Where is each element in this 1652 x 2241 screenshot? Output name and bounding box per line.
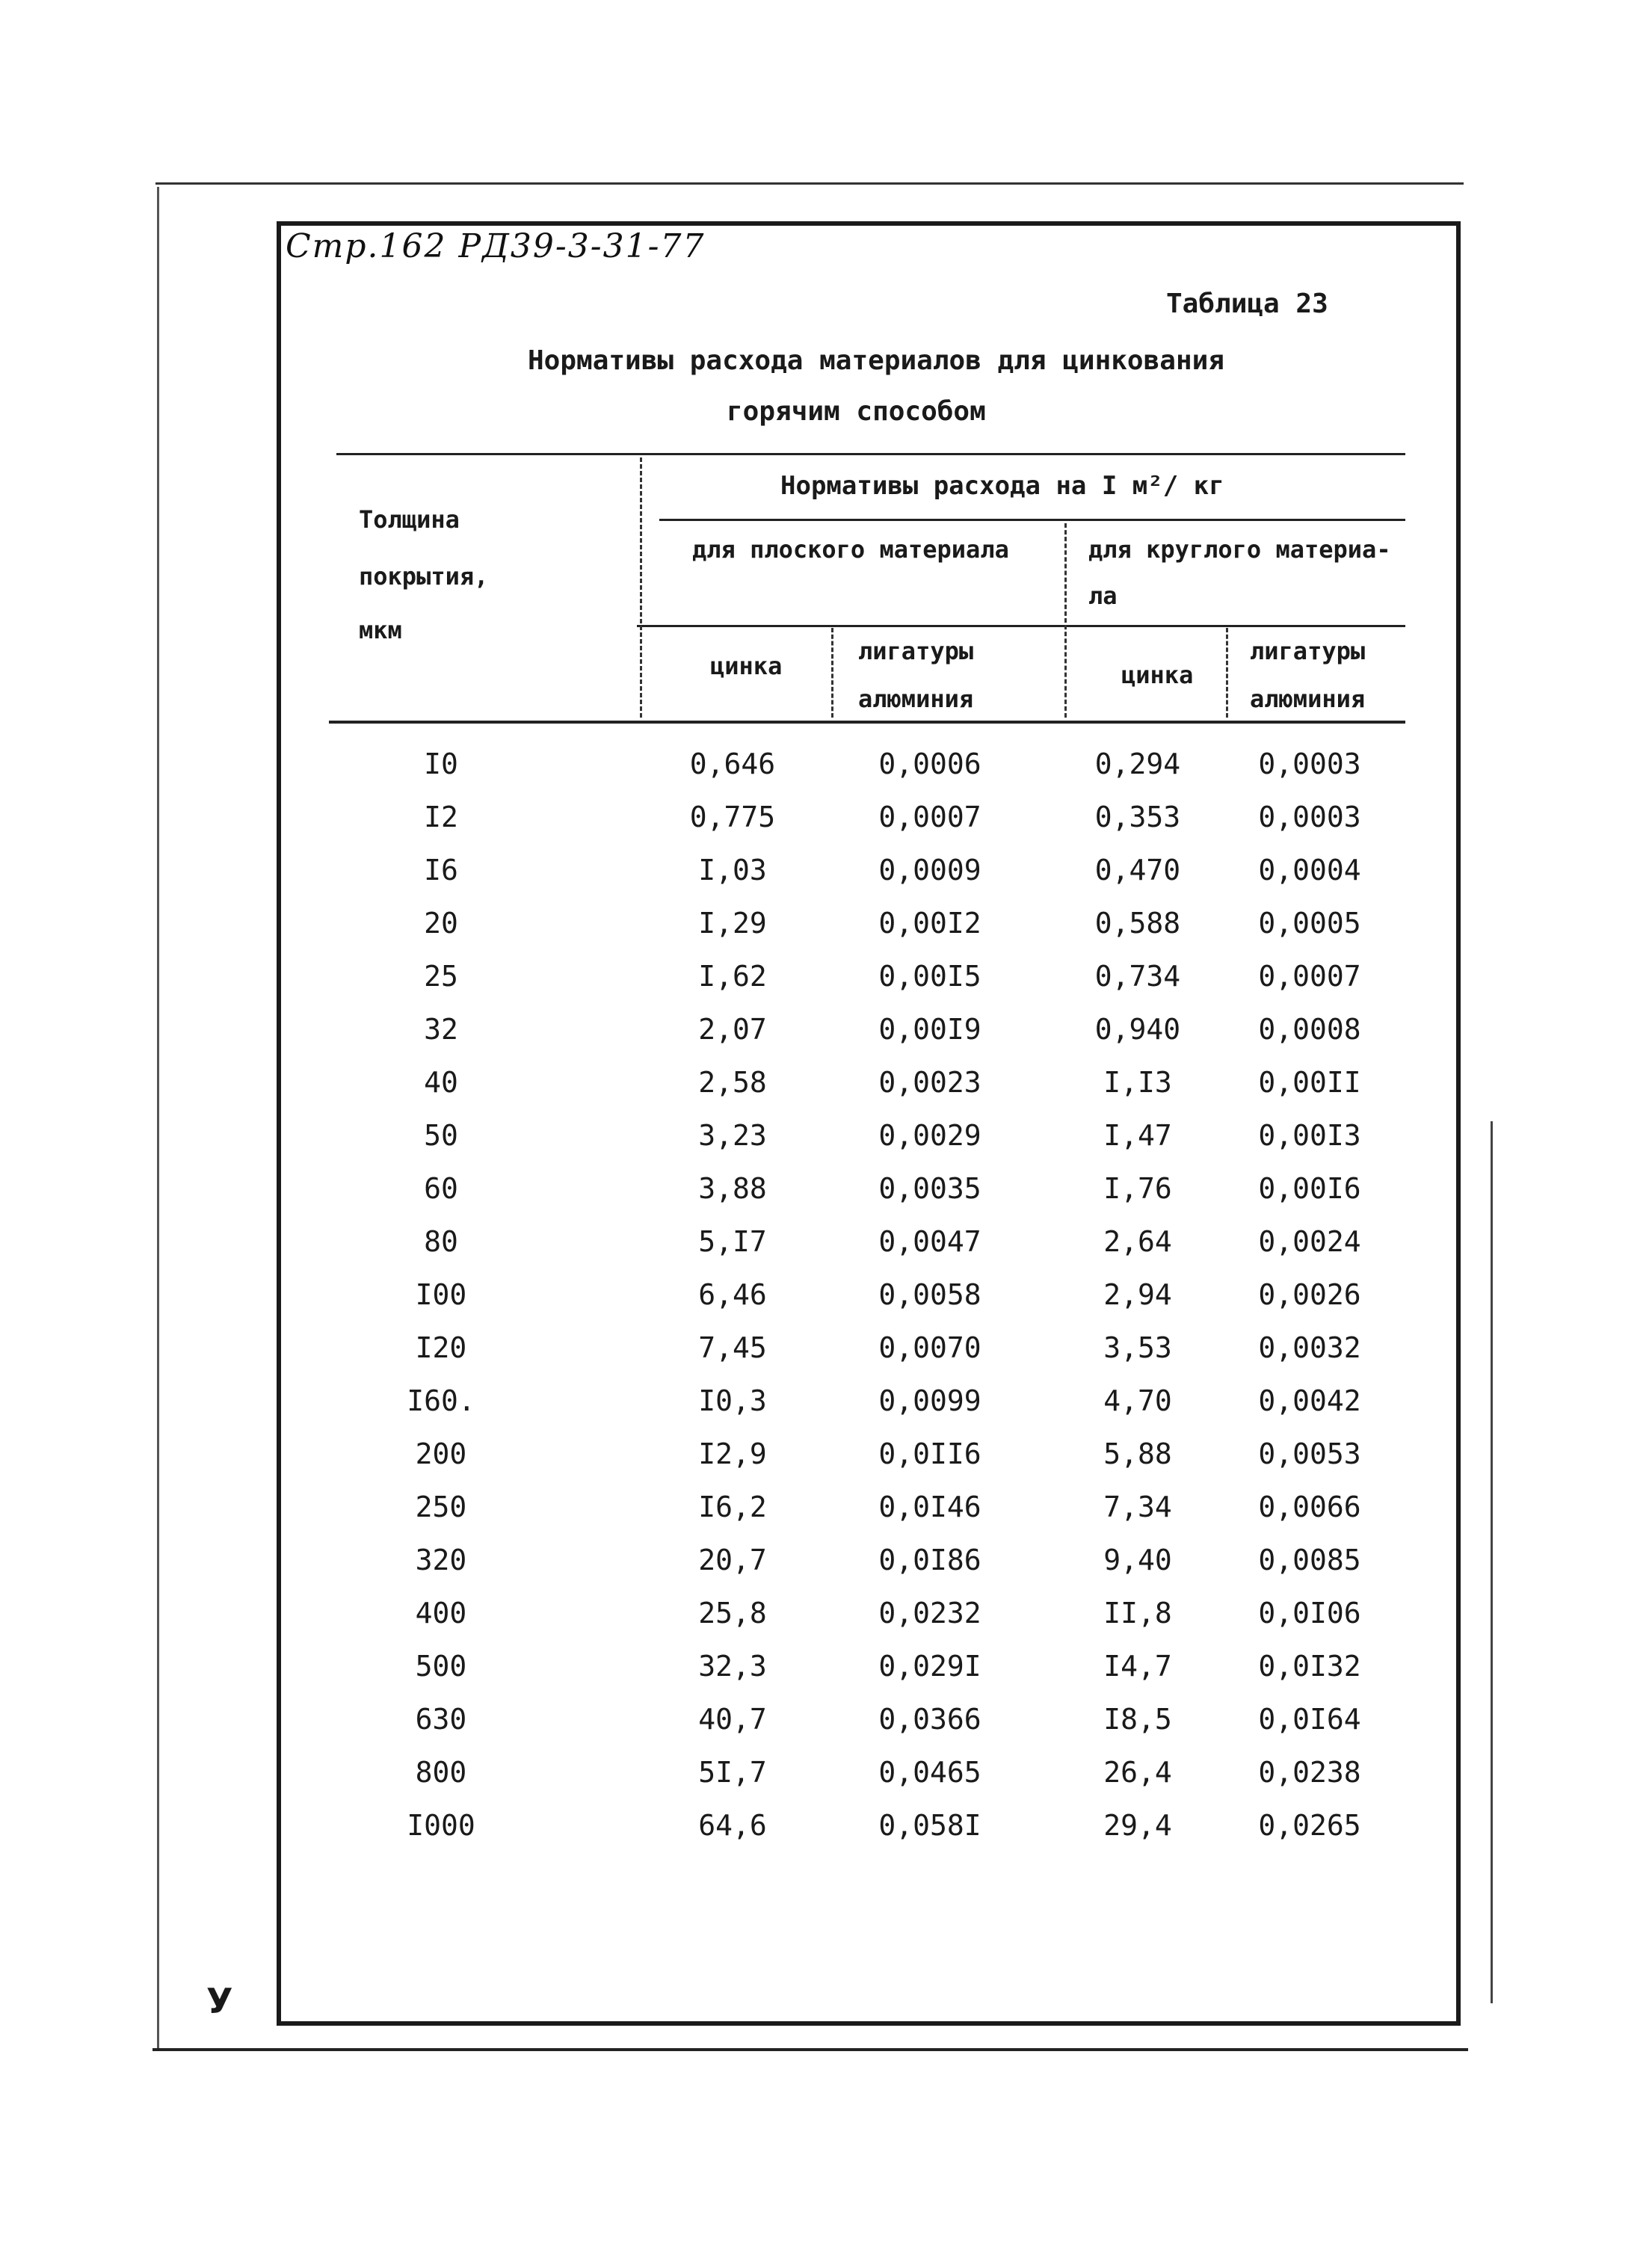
round-zinc-cell: I,76 (1103, 1172, 1172, 1205)
header-round-material-line2: ла (1088, 582, 1118, 610)
round-ligature-cell: 0,0024 (1258, 1225, 1361, 1258)
flat-ligature-cell: 0,0047 (878, 1225, 981, 1258)
round-ligature-cell: 0,0032 (1258, 1331, 1361, 1364)
table-number: Таблица 23 (1166, 289, 1328, 319)
round-zinc-cell: 29,4 (1103, 1809, 1172, 1842)
subgroup-underline-rule (637, 625, 1405, 627)
thickness-cell: 800 (415, 1756, 467, 1789)
flat-zinc-cell: I0,3 (698, 1384, 767, 1417)
flat-zinc-cell: 20,7 (698, 1544, 767, 1576)
flat-zinc-cell: I6,2 (698, 1491, 767, 1523)
round-zinc-cell: II,8 (1103, 1597, 1172, 1630)
flat-zinc-cell: 5I,7 (698, 1756, 767, 1789)
flat-ligature-cell: 0,0465 (878, 1756, 981, 1789)
round-ligature-cell: 0,0003 (1258, 801, 1361, 833)
flat-ligature-cell: 0,0058 (878, 1278, 981, 1311)
table-row (0, 1013, 1652, 1065)
header-divider-round-zinc-ligature (1226, 628, 1228, 718)
round-ligature-cell: 0,0238 (1258, 1756, 1361, 1789)
header-divider-flat-round (1064, 523, 1067, 718)
thickness-cell: 200 (415, 1437, 467, 1470)
flat-ligature-cell: 0,0I46 (878, 1491, 981, 1523)
flat-ligature-cell: 0,0070 (878, 1331, 981, 1364)
round-zinc-cell: 2,64 (1103, 1225, 1172, 1258)
table-row (0, 1331, 1652, 1384)
table-title-line2: горячим способом (727, 396, 986, 427)
outer-frame-top-line (155, 182, 1464, 185)
flat-ligature-cell: 0,00I9 (878, 1013, 981, 1046)
table-title-line1: Нормативы расхода материалов для цинкования (528, 345, 1224, 376)
thickness-cell: 20 (424, 907, 458, 940)
table-row (0, 1119, 1652, 1171)
round-zinc-cell: 0,353 (1094, 801, 1181, 833)
flat-ligature-cell: 0,0366 (878, 1703, 981, 1736)
round-zinc-cell: 9,40 (1103, 1544, 1172, 1576)
header-bottom-rule (329, 721, 1405, 724)
round-zinc-cell: 0,940 (1094, 1013, 1181, 1046)
thickness-cell: 40 (424, 1066, 458, 1099)
round-ligature-cell: 0,00II (1258, 1066, 1361, 1099)
table-row (0, 747, 1652, 800)
table-row (0, 1756, 1652, 1808)
table-top-rule (336, 453, 1405, 455)
round-ligature-cell: 0,00I3 (1258, 1119, 1361, 1152)
header-round-material-line1: для круглого материа- (1088, 535, 1391, 564)
flat-ligature-cell: 0,0I86 (878, 1544, 981, 1576)
flat-zinc-cell: 0,775 (689, 801, 776, 833)
flat-ligature-cell: 0,058I (878, 1809, 981, 1842)
flat-ligature-cell: 0,0029 (878, 1119, 981, 1152)
round-zinc-cell: 4,70 (1103, 1384, 1172, 1417)
round-zinc-cell: 2,94 (1103, 1278, 1172, 1311)
table-row (0, 1384, 1652, 1437)
table-row (0, 1703, 1652, 1755)
table-row (0, 1437, 1652, 1490)
table-row (0, 1066, 1652, 1118)
thickness-cell: I000 (407, 1809, 475, 1842)
flat-zinc-cell: 5,I7 (698, 1225, 767, 1258)
round-ligature-cell: 0,0066 (1258, 1491, 1361, 1523)
table-row (0, 1278, 1652, 1331)
round-ligature-cell: 0,0I06 (1258, 1597, 1361, 1630)
flat-zinc-cell: 32,3 (698, 1650, 767, 1683)
flat-zinc-cell: 0,646 (689, 747, 776, 780)
round-zinc-cell: 0,470 (1094, 854, 1181, 887)
round-ligature-cell: 0,0I64 (1258, 1703, 1361, 1736)
round-ligature-cell: 0,0I32 (1258, 1650, 1361, 1683)
header-divider-flat-zinc-ligature (831, 628, 833, 718)
table-row (0, 907, 1652, 959)
flat-ligature-cell: 0,0023 (878, 1066, 981, 1099)
round-zinc-cell: 7,34 (1103, 1491, 1172, 1523)
flat-zinc-cell: I,62 (698, 960, 767, 993)
round-ligature-cell: 0,0053 (1258, 1437, 1361, 1470)
thickness-cell: 25 (424, 960, 458, 993)
round-ligature-cell: 0,0042 (1258, 1384, 1361, 1417)
round-ligature-cell: 0,0005 (1258, 907, 1361, 940)
table-row (0, 1172, 1652, 1224)
flat-zinc-cell: I,29 (698, 907, 767, 940)
round-ligature-cell: 0,0265 (1258, 1809, 1361, 1842)
round-ligature-cell: 0,0008 (1258, 1013, 1361, 1046)
header-norms: Нормативы расхода на I м²/ кг (780, 471, 1224, 501)
flat-zinc-cell: 3,88 (698, 1172, 767, 1205)
round-zinc-cell: 5,88 (1103, 1437, 1172, 1470)
round-ligature-cell: 0,0085 (1258, 1544, 1361, 1576)
flat-zinc-cell: 2,07 (698, 1013, 767, 1046)
flat-zinc-cell: 6,46 (698, 1278, 767, 1311)
flat-ligature-cell: 0,0232 (878, 1597, 981, 1630)
thickness-cell: 400 (415, 1597, 467, 1630)
header-round-zinc: цинка (1121, 661, 1194, 689)
flat-ligature-cell: 0,00I5 (878, 960, 981, 993)
thickness-cell: 60 (424, 1172, 458, 1205)
round-ligature-cell: 0,0004 (1258, 854, 1361, 887)
header-round-ligature-line1: лигатуры (1250, 637, 1366, 665)
round-zinc-cell: I4,7 (1103, 1650, 1172, 1683)
table-row (0, 1597, 1652, 1649)
header-thickness-line1: Толщина (359, 505, 460, 534)
thickness-cell: I20 (415, 1331, 467, 1364)
thickness-cell: I2 (424, 801, 458, 833)
thickness-cell: 80 (424, 1225, 458, 1258)
round-ligature-cell: 0,0003 (1258, 747, 1361, 780)
round-zinc-cell: I8,5 (1103, 1703, 1172, 1736)
flat-zinc-cell: I2,9 (698, 1437, 767, 1470)
round-zinc-cell: 26,4 (1103, 1756, 1172, 1789)
header-round-ligature-line2: алюминия (1250, 685, 1366, 713)
header-flat-ligature-line1: лигатуры (858, 637, 974, 665)
flat-zinc-cell: 25,8 (698, 1597, 767, 1630)
table-row (0, 1491, 1652, 1543)
corner-handwritten-mark: У (206, 1981, 233, 2021)
flat-zinc-cell: 7,45 (698, 1331, 767, 1364)
flat-ligature-cell: 0,0009 (878, 854, 981, 887)
flat-zinc-cell: 64,6 (698, 1809, 767, 1842)
round-zinc-cell: 0,588 (1094, 907, 1181, 940)
thickness-cell: I00 (415, 1278, 467, 1311)
outer-frame-bottom-line (152, 2048, 1468, 2051)
round-zinc-cell: 0,294 (1094, 747, 1181, 780)
flat-ligature-cell: 0,0099 (878, 1384, 981, 1417)
flat-zinc-cell: I,03 (698, 854, 767, 887)
table-row (0, 1650, 1652, 1702)
round-ligature-cell: 0,0026 (1258, 1278, 1361, 1311)
round-ligature-cell: 0,00I6 (1258, 1172, 1361, 1205)
header-flat-ligature-line2: алюминия (858, 685, 974, 713)
table-row (0, 801, 1652, 853)
flat-zinc-cell: 2,58 (698, 1066, 767, 1099)
thickness-cell: 630 (415, 1703, 467, 1736)
thickness-cell: 50 (424, 1119, 458, 1152)
norms-underline-rule (659, 519, 1405, 521)
flat-ligature-cell: 0,0006 (878, 747, 981, 780)
flat-ligature-cell: 0,0007 (878, 801, 981, 833)
thickness-cell: 32 (424, 1013, 458, 1046)
round-zinc-cell: I,47 (1103, 1119, 1172, 1152)
thickness-cell: 500 (415, 1650, 467, 1683)
header-divider-thickness (640, 457, 642, 718)
flat-ligature-cell: 0,0II6 (878, 1437, 981, 1470)
table-row (0, 1225, 1652, 1277)
thickness-cell: 250 (415, 1491, 467, 1523)
thickness-cell: I6 (424, 854, 458, 887)
table-row (0, 1544, 1652, 1596)
header-thickness-line3: мкм (359, 616, 402, 644)
table-row (0, 960, 1652, 1012)
round-zinc-cell: I,I3 (1103, 1066, 1172, 1099)
round-zinc-cell: 0,734 (1094, 960, 1181, 993)
round-zinc-cell: 3,53 (1103, 1331, 1172, 1364)
thickness-cell: I0 (424, 747, 458, 780)
header-thickness-line2: покрытия, (359, 562, 489, 591)
table-row (0, 854, 1652, 906)
flat-zinc-cell: 3,23 (698, 1119, 767, 1152)
flat-ligature-cell: 0,029I (878, 1650, 981, 1683)
thickness-cell: I60. (407, 1384, 475, 1417)
thickness-cell: 320 (415, 1544, 467, 1576)
flat-ligature-cell: 0,00I2 (878, 907, 981, 940)
header-flat-material: для плоского материала (692, 535, 1009, 564)
page-reference: Стр.162 РД39-3-31-77 (286, 227, 706, 265)
table-row (0, 1809, 1652, 1861)
round-ligature-cell: 0,0007 (1258, 960, 1361, 993)
header-flat-zinc: цинка (710, 652, 783, 680)
flat-zinc-cell: 40,7 (698, 1703, 767, 1736)
flat-ligature-cell: 0,0035 (878, 1172, 981, 1205)
